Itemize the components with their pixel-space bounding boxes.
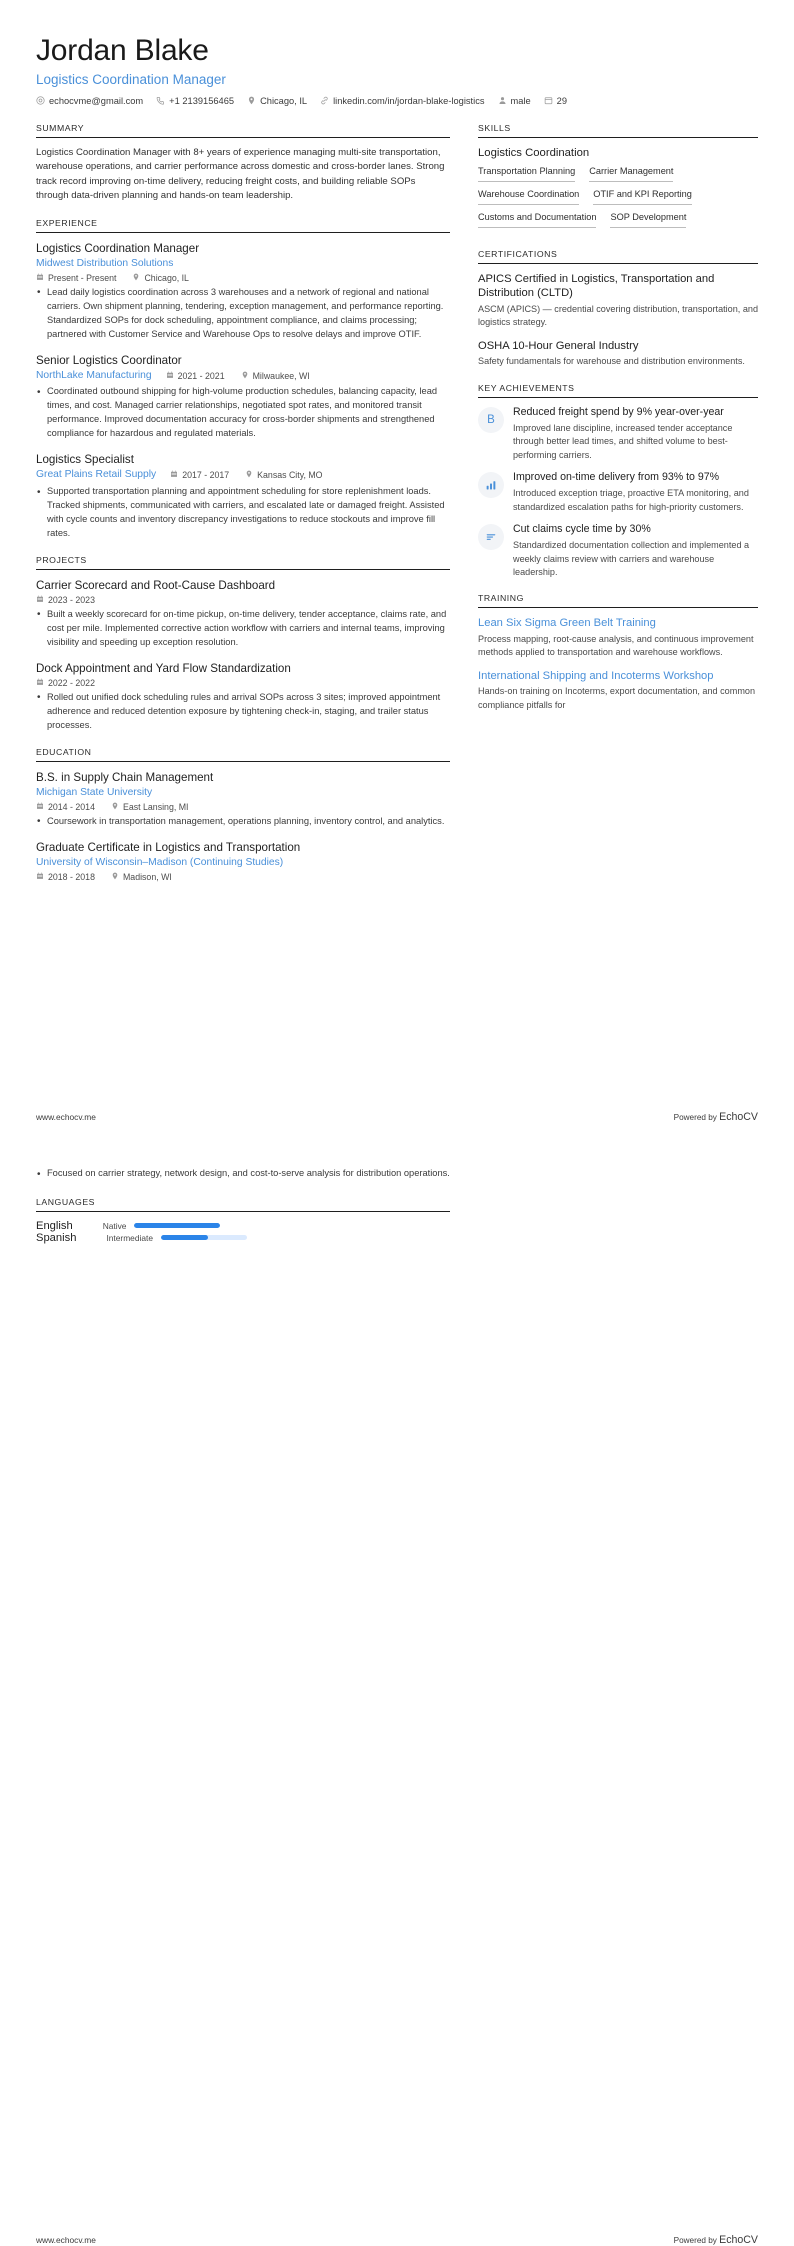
achievement-title: Improved on-time delivery from 93% to 97% — [513, 471, 720, 484]
training-title[interactable]: Lean Six Sigma Green Belt Training — [478, 617, 656, 630]
achievement-body — [513, 523, 758, 579]
skill-chip: Warehouse Coordination — [478, 189, 579, 205]
contact-phone-text: +1 2139156465 — [169, 95, 235, 106]
project-entry — [36, 661, 450, 733]
section-key-achievements — [478, 383, 758, 580]
section-projects — [36, 555, 450, 733]
contact-row — [36, 96, 758, 106]
contact-age — [544, 96, 567, 106]
training-desc: Hands-on training on Incoterms, export documentation, and common compliance pitfalls for — [478, 686, 756, 711]
job-location-text: Milwaukee, WI — [252, 370, 310, 381]
section-training — [478, 593, 758, 712]
bullet: • Supported transportation planning and appointment scheduling for store replenishment loads. Tracked shipments, communicated with carriers, and escalated late or damaged freight. Assisted with cycle counts and inventory discrepancy investigations to reduce stockouts and improve fill rates. — [36, 485, 450, 541]
certification-title: APICS Certified in Logistics, Transportation and Distribution (CLTD) — [478, 273, 715, 300]
skill-chip-grid — [478, 166, 758, 235]
certification-item — [478, 272, 758, 330]
achievement-body — [513, 406, 758, 462]
resume-page-2 — [0, 1123, 794, 2246]
contact-gender-text: male — [510, 95, 531, 106]
left-column — [36, 123, 450, 896]
certification-title: OSHA 10-Hour General Industry — [478, 339, 639, 352]
job-title: Senior Logistics Coordinator — [36, 353, 182, 367]
job-company[interactable]: Great Plains Retail Supply — [36, 469, 157, 481]
education-heading: EDUCATION — [36, 747, 450, 762]
bullet: • Focused on carrier strategy, network design, and cost-to-serve analysis for distribution operations. — [36, 1167, 450, 1181]
contact-linkedin-text: linkedin.com/in/jordan-blake-logistics — [333, 95, 485, 106]
education-meta — [36, 802, 450, 812]
project-entry — [36, 578, 450, 650]
job-company[interactable]: Midwest Distribution Solutions — [36, 257, 174, 269]
contact-gender — [498, 96, 531, 106]
education-continued-bullets — [36, 1167, 450, 1181]
achievement-item — [478, 406, 758, 462]
experience-entry — [36, 353, 450, 442]
skill-chip: SOP Development — [610, 212, 686, 228]
location-icon — [132, 273, 140, 283]
location-icon — [111, 802, 119, 812]
experience-entry — [36, 452, 450, 541]
contact-location-text: Chicago, IL — [260, 95, 308, 106]
footer-brand — [674, 2234, 758, 2246]
contact-location — [247, 96, 307, 106]
job-sub-row — [36, 257, 450, 271]
bullet: • Built a weekly scorecard for on-time pickup, on-time delivery, tender acceptance, claims rate, and cost per mile. Implemented corrective action workflow with carriers and internal teams, improving visibility and speeding up exception resolution. — [36, 608, 450, 650]
body-columns — [36, 123, 758, 896]
achievement-desc: Improved lane discipline, increased tender acceptance through better lead times, and shifted volume to best-performing carriers. — [513, 422, 733, 460]
degree-title: B.S. in Supply Chain Management — [36, 770, 214, 784]
section-experience — [36, 218, 450, 541]
language-level: Intermediate — [106, 1232, 153, 1243]
job-dates-text: Present - Present — [48, 272, 117, 283]
job-dates-text: 2021 - 2021 — [177, 370, 225, 381]
school-sub-row — [36, 786, 450, 800]
job-company[interactable]: NorthLake Manufacturing — [36, 369, 152, 381]
bullet: • Lead daily logistics coordination across 3 warehouses and a network of regional and national carriers. Own shipment planning, tendering, exception management, and performance reporting. Standardized SOPs for dock scheduling, appointment compliance, and claims processing; partnered with Customer Service and Warehouse Ops to resolve delays and improve OTIF. — [36, 286, 450, 342]
achievement-body — [513, 471, 758, 514]
summary-text: Logistics Coordination Manager with 8+ years of experience managing multi-site transportation, warehouse operations, and carrier performance across domestic and cross-border lanes. Strong track record improving on-time delivery, reducing freight costs, and building reliable SOPs through data-driven planning and hands-on team leadership. — [36, 146, 445, 202]
location-icon — [245, 470, 253, 480]
project-meta — [36, 678, 450, 688]
section-languages — [36, 1197, 450, 1244]
job-location — [245, 470, 322, 480]
achievement-item — [478, 471, 758, 514]
project-meta — [36, 595, 450, 605]
project-dates — [36, 678, 95, 688]
page-footer — [36, 2234, 758, 2246]
language-name: Spanish — [36, 1231, 77, 1244]
certification-item — [478, 339, 758, 369]
contact-email[interactable] — [36, 96, 143, 106]
job-title: Logistics Specialist — [36, 453, 134, 467]
contact-linkedin[interactable] — [320, 96, 484, 106]
job-location-text: Chicago, IL — [144, 272, 189, 283]
project-bullets — [36, 608, 450, 650]
location-icon — [111, 872, 119, 882]
job-bullets — [36, 485, 450, 541]
language-item — [36, 1232, 247, 1244]
calendar-icon — [170, 470, 178, 480]
footer-brand-name: EchoCV — [719, 1111, 758, 1123]
school-sub-row — [36, 856, 450, 870]
education-location — [111, 802, 189, 812]
skill-primary: Logistics Coordination — [478, 146, 590, 159]
calendar-icon — [544, 96, 553, 105]
page2-columns — [36, 1165, 758, 1258]
list-lines-icon — [478, 524, 504, 550]
project-bullets — [36, 691, 450, 733]
calendar-icon — [36, 595, 44, 605]
key-achievements-heading: KEY ACHIEVEMENTS — [478, 383, 758, 398]
job-dates — [170, 470, 229, 480]
project-dates — [36, 595, 95, 605]
job-location-text: Kansas City, MO — [257, 470, 323, 481]
language-proficiency-bar — [161, 1235, 247, 1240]
job-location — [132, 273, 189, 283]
contact-age-text: 29 — [556, 95, 567, 106]
training-item — [478, 669, 758, 713]
school-name[interactable]: University of Wisconsin–Madison (Continuing Studies) — [36, 856, 284, 868]
certifications-heading: CERTIFICATIONS — [478, 249, 758, 264]
footer-site[interactable]: www.echocv.me — [36, 2235, 96, 2245]
education-entry — [36, 770, 450, 829]
training-heading: TRAINING — [478, 593, 758, 608]
bar-chart-icon — [478, 472, 504, 498]
section-certifications — [478, 249, 758, 369]
skill-chip: Transportation Planning — [478, 166, 575, 182]
achievement-title: Reduced freight spend by 9% year-over-year — [513, 405, 724, 418]
calendar-icon — [36, 802, 44, 812]
experience-entry — [36, 241, 450, 342]
section-summary — [36, 123, 450, 204]
job-title: Logistics Coordination Manager — [36, 241, 200, 255]
letter-b-icon: B — [478, 407, 504, 433]
school-name[interactable]: Michigan State University — [36, 786, 153, 798]
link-icon — [320, 96, 329, 105]
experience-heading: EXPERIENCE — [36, 218, 450, 233]
skill-chip: OTIF and KPI Reporting — [593, 189, 692, 205]
person-icon — [498, 96, 507, 105]
project-title: Carrier Scorecard and Root-Cause Dashboard — [36, 578, 276, 592]
skill-chip: Carrier Management — [589, 166, 673, 182]
education-dates — [36, 802, 95, 812]
achievement-title: Cut claims cycle time by 30% — [513, 523, 651, 536]
calendar-icon — [36, 872, 44, 882]
bullet: • Coursework in transportation management, operations planning, inventory control, and analytics. — [36, 815, 450, 829]
achievement-desc: Introduced exception triage, proactive ETA monitoring, and standardized escalation paths for high-priority customers. — [513, 488, 749, 512]
location-icon — [241, 371, 249, 381]
phone-icon — [156, 96, 165, 105]
education-location-text: Madison, WI — [122, 871, 172, 882]
contact-phone[interactable] — [156, 96, 234, 106]
language-proficiency-fill — [161, 1235, 208, 1240]
footer-brand — [674, 1111, 758, 1123]
training-title[interactable]: International Shipping and Incoterms Workshop — [478, 670, 714, 683]
language-item — [36, 1220, 220, 1232]
section-education — [36, 747, 450, 882]
project-dates-text: 2022 - 2022 — [48, 677, 95, 688]
calendar-icon — [166, 371, 174, 381]
candidate-name: Jordan Blake — [36, 34, 209, 67]
job-dates-text: 2017 - 2017 — [182, 470, 230, 481]
language-proficiency-fill — [134, 1223, 220, 1228]
languages-row — [36, 1220, 450, 1244]
bullet: • Coordinated outbound shipping for high-volume production schedules, balancing capacity, lead times, and cost. Managed carrier relationships, negotiated spot rates, and monitored transit performance. Improved documentation accuracy for cross-border shipments and strengthened compliance for hazardous and regulated materials. — [36, 385, 450, 441]
language-name: English — [36, 1219, 73, 1232]
training-desc: Process mapping, root-cause analysis, and continuous improvement methods applied to transportation and warehouse workflows. — [478, 633, 754, 658]
footer-powered-label: Powered by — [673, 2236, 720, 2245]
job-dates — [36, 273, 116, 283]
languages-heading: LANGUAGES — [36, 1197, 450, 1212]
language-level: Native — [102, 1220, 127, 1231]
achievement-desc: Standardized documentation collection and implemented a weekly claims review with carriers and warehouse leadership. — [513, 540, 750, 578]
summary-heading: SUMMARY — [36, 123, 450, 138]
education-bullets — [36, 815, 450, 829]
skill-chip: Customs and Documentation — [478, 212, 596, 228]
achievement-item — [478, 523, 758, 579]
training-item — [478, 616, 758, 660]
education-location — [111, 872, 172, 882]
bullet: • Rolled out unified dock scheduling rules and arrival SOPs across 3 sites; improved appointment adherence and reduced detention exposure by tightening check-in, staging, and trailer status processes. — [36, 691, 450, 733]
education-dates-text: 2018 - 2018 — [48, 871, 95, 882]
job-bullets — [36, 385, 450, 441]
page2-left-column — [36, 1165, 450, 1258]
education-entry — [36, 840, 450, 882]
job-sub-row — [36, 369, 450, 383]
resume-header — [36, 34, 758, 106]
certification-desc: ASCM (APICS) — credential covering distribution, transportation, and logistics strategy. — [478, 303, 759, 328]
projects-heading: PROJECTS — [36, 555, 450, 570]
footer-brand-name: EchoCV — [719, 2234, 758, 2246]
skills-heading: SKILLS — [478, 123, 758, 138]
education-meta — [36, 872, 450, 882]
section-skills — [478, 123, 758, 236]
footer-site[interactable]: www.echocv.me — [36, 1112, 96, 1122]
certification-desc: Safety fundamentals for warehouse and distribution environments. — [478, 356, 745, 367]
right-column — [478, 123, 758, 727]
email-icon — [36, 96, 45, 105]
education-location-text: East Lansing, MI — [122, 801, 189, 812]
page-footer — [36, 1111, 758, 1123]
contact-email-text: echocvme@gmail.com — [49, 95, 144, 106]
education-dates — [36, 872, 95, 882]
job-sub-row — [36, 468, 450, 482]
location-icon — [247, 96, 256, 105]
calendar-icon — [36, 678, 44, 688]
calendar-icon — [36, 273, 44, 283]
degree-title: Graduate Certificate in Logistics and Transportation — [36, 840, 301, 854]
education-dates-text: 2014 - 2014 — [48, 801, 95, 812]
job-location — [241, 371, 310, 381]
job-dates — [166, 371, 225, 381]
footer-powered-label: Powered by — [673, 1113, 720, 1122]
project-dates-text: 2023 - 2023 — [48, 594, 95, 605]
candidate-headline: Logistics Coordination Manager — [36, 71, 226, 87]
language-proficiency-bar — [134, 1223, 220, 1228]
project-title: Dock Appointment and Yard Flow Standardization — [36, 661, 291, 675]
job-bullets — [36, 286, 450, 342]
job-meta — [36, 273, 450, 283]
